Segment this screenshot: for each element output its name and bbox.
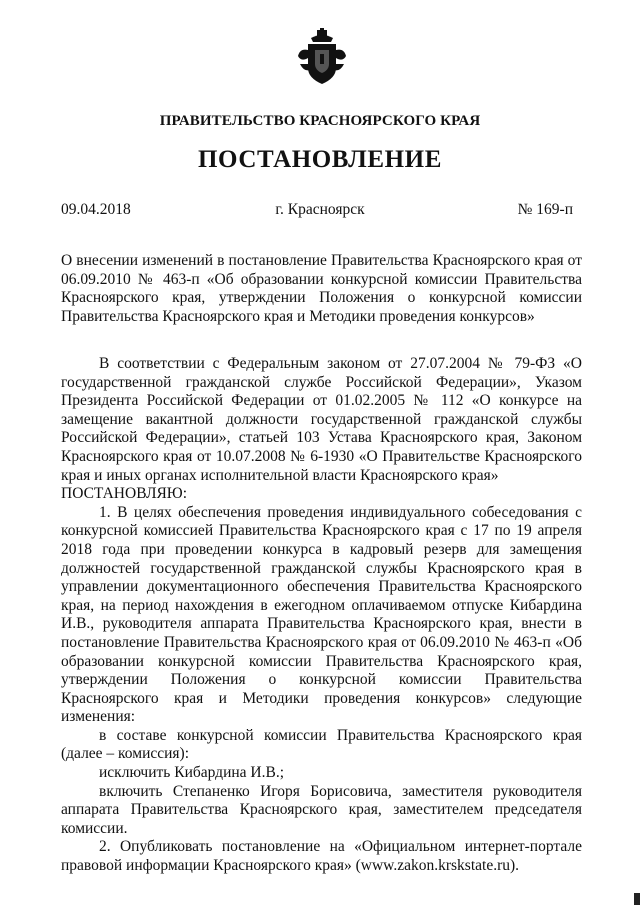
krasnoyarsk-coat-of-arms-icon — [298, 28, 346, 86]
document-subject — [61, 252, 582, 326]
item-2-paragraph: 2. Опубликовать постановление на «Официальном интернет-портале правовой информации Красноярского края» (www.zakon.krskstate.ru). — [61, 838, 582, 875]
document-type-title: ПОСТАНОВЛЕНИЕ — [197, 146, 443, 173]
subject-text: О внесении изменений в постановление Правительства Красноярского края от 06.09.2010 № 463-п «Об образовании конкурсной комиссии Правительства Красноярского края, утверждении Положения о конкурсной комиссии Правительства Красноярского края и Методики проведения конкурсов» — [61, 252, 582, 325]
decree-word: ПОСТАНОВЛЯЮ: — [61, 485, 188, 503]
page-edge-mark — [634, 893, 640, 905]
preamble-paragraph: В соответствии с Федеральным законом от 27.07.2004 № 79-ФЗ «О государственной гражданской службе Российской Федерации», Указом Президента Российской Федерации от 01.02.2005 № 112 «О конкурсе на замещение вакантной должности государственной гражданской службы Российской Федерации», статьей 103 Устава Красноярского края, Законом Красноярского края от 10.07.2008 № 6-1930 «О Правительстве Красноярского края и иных органах исполнительной власти Красноярского края» — [61, 355, 582, 484]
item-1-include: включить Степаненко Игоря Борисовича, заместителя руководителя аппарата Правительства Красноярского края, заместителем председателя комиссии. — [61, 782, 582, 837]
document-city: г. Красноярск — [275, 201, 365, 218]
item-1-composition: в составе конкурсной комиссии Правительства Красноярского края (далее – комиссия): — [61, 726, 582, 763]
document-number: № 169-п — [517, 201, 573, 218]
item-1-exclude: исключить Кибардина И.В.; — [99, 764, 285, 782]
government-name: ПРАВИТЕЛЬСТВО КРАСНОЯРСКОГО КРАЯ — [159, 113, 481, 129]
document-body — [61, 355, 582, 876]
document-date: 09.04.2018 — [61, 201, 131, 218]
item-1-paragraph: 1. В целях обеспечения проведения индивидуального собеседования с конкурсной комиссией Правительства Красноярского края с 17 по 19 апреля 2018 года при проведении конкурса в кадровый резерв для замещения должностей государственной гражданской службы Красноярского края в управлении документационного обеспечения Правительства Красноярского края, на период нахождения в ежегодном оплачиваемом отпуске Кибардина И.В., руководителя аппарата Правительства Красноярского края, внести в постановление Правительства Красноярского края от 06.09.2010 № 463-п «Об образовании конкурсной комиссии Правительства Красноярского края, утверждении Положения о конкурсной комиссии Правительства Красноярского края и Методики проведения конкурсов» следующие изменения: — [61, 503, 582, 726]
